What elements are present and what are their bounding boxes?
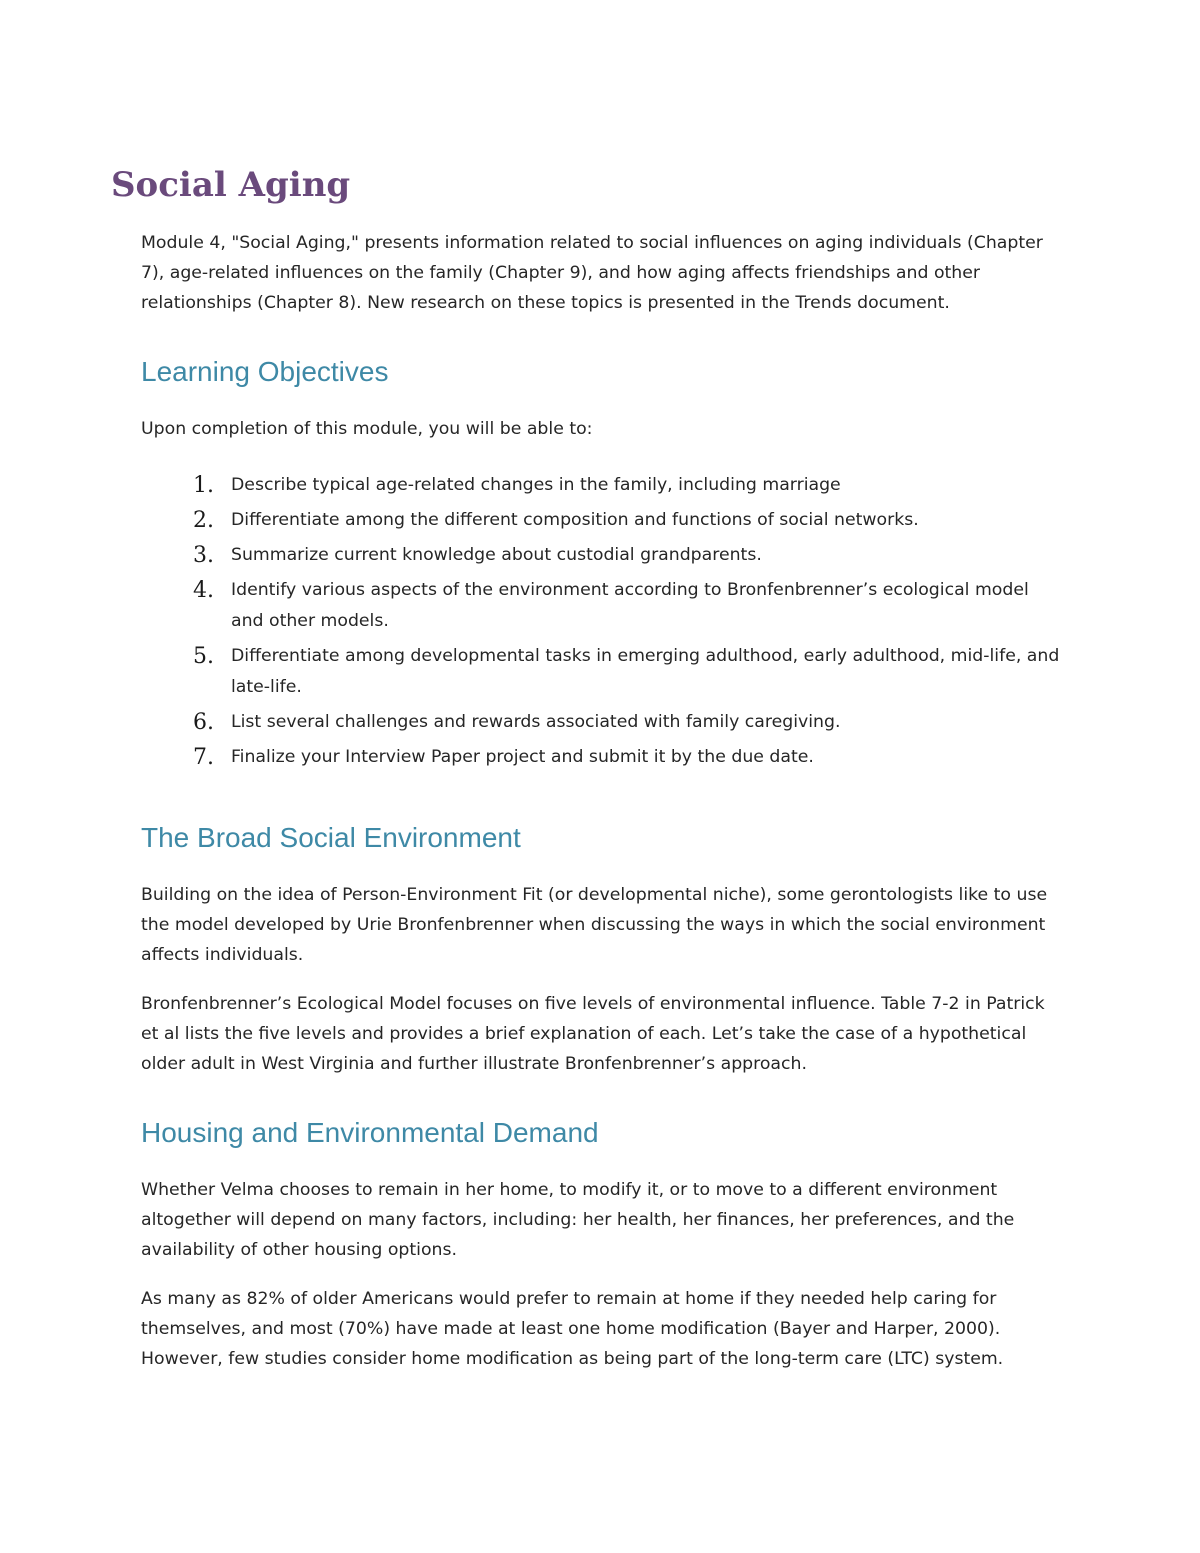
list-item-number: 5.	[193, 644, 214, 669]
broad-social-paragraph-1: Building on the idea of Person-Environment Fit (or developmental niche), some gerontologists like to use the model developed by Urie Bronfenbrenner when discussing the ways in which the social environment affects individuals.	[141, 885, 1048, 965]
list-item-number: 6.	[193, 710, 214, 735]
objectives-lead: Upon completion of this module, you will be able to:	[141, 419, 593, 439]
list-item-number: 1.	[193, 473, 214, 498]
list-item	[141, 641, 1061, 703]
page-title: Social Aging	[111, 165, 351, 205]
list-item	[141, 540, 1061, 571]
housing-paragraph-2: As many as 82% of older Americans would prefer to remain at home if they needed help caring for themselves, and most (70%) have made at least one home modification (Bayer and Harper, 2000). However, few studies consider home modification as being part of the long-term care (LTC) system.	[141, 1289, 1004, 1369]
list-item-number: 3.	[193, 543, 214, 568]
housing-paragraph-1: Whether Velma chooses to remain in her home, to modify it, or to move to a different environment altogether will depend on many factors, including: her health, her finances, her preferences, and the availability of other housing options.	[141, 1180, 1015, 1260]
list-item-text: Describe typical age-related changes in the family, including marriage	[231, 475, 841, 495]
learning-objectives-heading: Learning Objectives	[141, 356, 389, 387]
broad-social-environment-heading: The Broad Social Environment	[141, 822, 521, 853]
list-item-number: 7.	[193, 745, 214, 770]
list-item-text: Differentiate among the different composition and functions of social networks.	[231, 510, 919, 530]
list-item	[141, 575, 1061, 637]
objectives-list	[141, 470, 1061, 777]
list-item	[141, 470, 1061, 501]
list-item	[141, 505, 1061, 536]
intro-paragraph: Module 4, "Social Aging," presents information related to social influences on aging individuals (Chapter 7), age-related influences on the family (Chapter 9), and how aging affects friendships and other relationships (Chapter 8). New research on these topics is presented in the Trends document.	[141, 233, 1043, 313]
list-item-text: Finalize your Interview Paper project and submit it by the due date.	[231, 747, 814, 767]
list-item-text: List several challenges and rewards associated with family caregiving.	[231, 712, 841, 732]
housing-heading: Housing and Environmental Demand	[141, 1117, 599, 1148]
list-item-number: 2.	[193, 508, 214, 533]
list-item-number: 4.	[193, 578, 214, 603]
list-item-text: Identify various aspects of the environment according to Bronfenbrenner’s ecological model and other models.	[231, 580, 1029, 631]
broad-social-paragraph-2: Bronfenbrenner’s Ecological Model focuses on five levels of environmental influence. Table 7-2 in Patrick et al lists the five levels and provides a brief explanation of each. Let’s take the case of a hypothetical older adult in West Virginia and further illustrate Bronfenbrenner’s approach.	[141, 994, 1045, 1074]
list-item-text: Summarize current knowledge about custodial grandparents.	[231, 545, 762, 565]
list-item-text: Differentiate among developmental tasks in emerging adulthood, early adulthood, mid-life, and late-life.	[231, 646, 1060, 697]
list-item	[141, 707, 1061, 738]
list-item	[141, 742, 1061, 773]
